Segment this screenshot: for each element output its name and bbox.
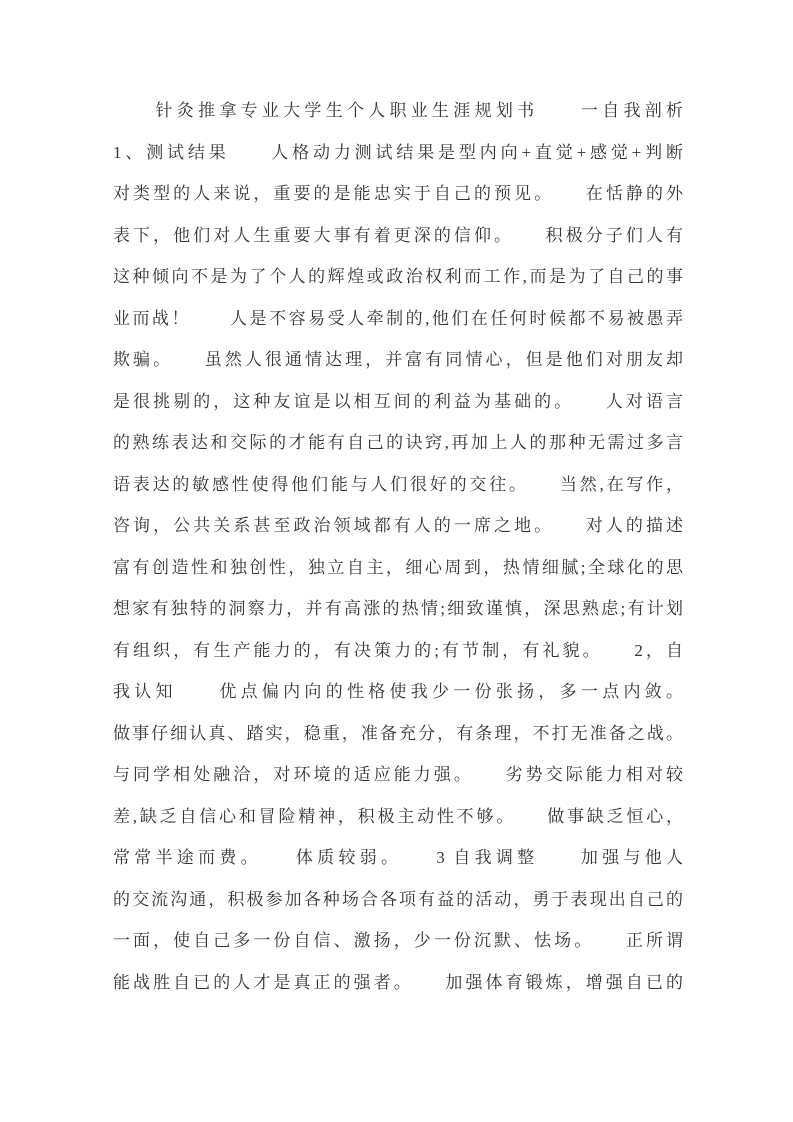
- text-line: 常常半途而费。 体质较弱。 3 自我调整 加强与他人: [113, 848, 683, 867]
- text-line: 对类型的人来说，重要的是能忠实于自己的预见。 在恬静的外: [113, 184, 683, 203]
- text-line: 做事仔细认真、踏实，稳重，准备充分，有条理，不打无准备之战。: [113, 723, 683, 743]
- text-line: 能战胜自已的人才是真正的强者。 加强体育锻炼，增强自已的: [113, 972, 683, 992]
- text-line: 业而战！ 人是不容易受人牵制的,他们在任何时候都不易被愚弄: [113, 308, 683, 328]
- text-line: 的熟练表达和交际的才能有自己的诀窍,再加上人的那种无需过多言: [113, 433, 683, 452]
- text-line: 想家有独特的洞察力，并有高涨的热情;细致谨慎，深思熟虑;有计划: [113, 599, 683, 618]
- text-line: 欺骗。 虽然人很通情达理，并富有同情心，但是他们对朋友却: [113, 350, 683, 369]
- text-line: 1、测试结果 人格动力测试结果是型内向+直觉+感觉+判断: [113, 142, 683, 162]
- text-line: 语表达的敏感性使得他们能与人们很好的交往。 当然,在写作，: [113, 474, 683, 494]
- text-line: 差,缺乏自信心和冒险精神，积极主动性不够。 做事缺乏恒心，: [113, 806, 683, 826]
- text-line: 一面，使自己多一份自信、激扬，少一份沉默、怯场。 正所谓: [113, 931, 683, 950]
- document-title-line: 针灸推拿专业大学生个人职业生涯规划书 一自我剖析: [113, 101, 683, 120]
- text-line: 与同学相处融洽，对环境的适应能力强。 劣势交际能力相对较: [113, 765, 683, 784]
- text-line: 表下，他们对人生重要大事有着更深的信仰。 积极分子们人有: [113, 225, 683, 245]
- text-line: 我认知 优点偏内向的性格使我少一份张扬，多一点内敛。: [113, 682, 683, 701]
- document-body: [113, 90, 683, 1003]
- text-line: 这种倾向不是为了个人的辉煌或政治权利而工作,而是为了自己的事: [113, 267, 683, 286]
- text-line: 是很挑剔的，这种友谊是以相互间的利益为基础的。 人对语言: [113, 391, 683, 411]
- text-line: 有组织，有生产能力的，有决策力的;有节制，有礼貌。 2，自: [113, 640, 683, 660]
- text-line: 的交流沟通，积极参加各种场合各项有益的活动，勇于表现出自己的: [113, 889, 683, 909]
- text-line: 富有创造性和独创性，独立自主，细心周到，热情细腻;全球化的思: [113, 557, 683, 577]
- text-line: 咨询，公共关系甚至政治领域都有人的一席之地。 对人的描述: [113, 516, 683, 535]
